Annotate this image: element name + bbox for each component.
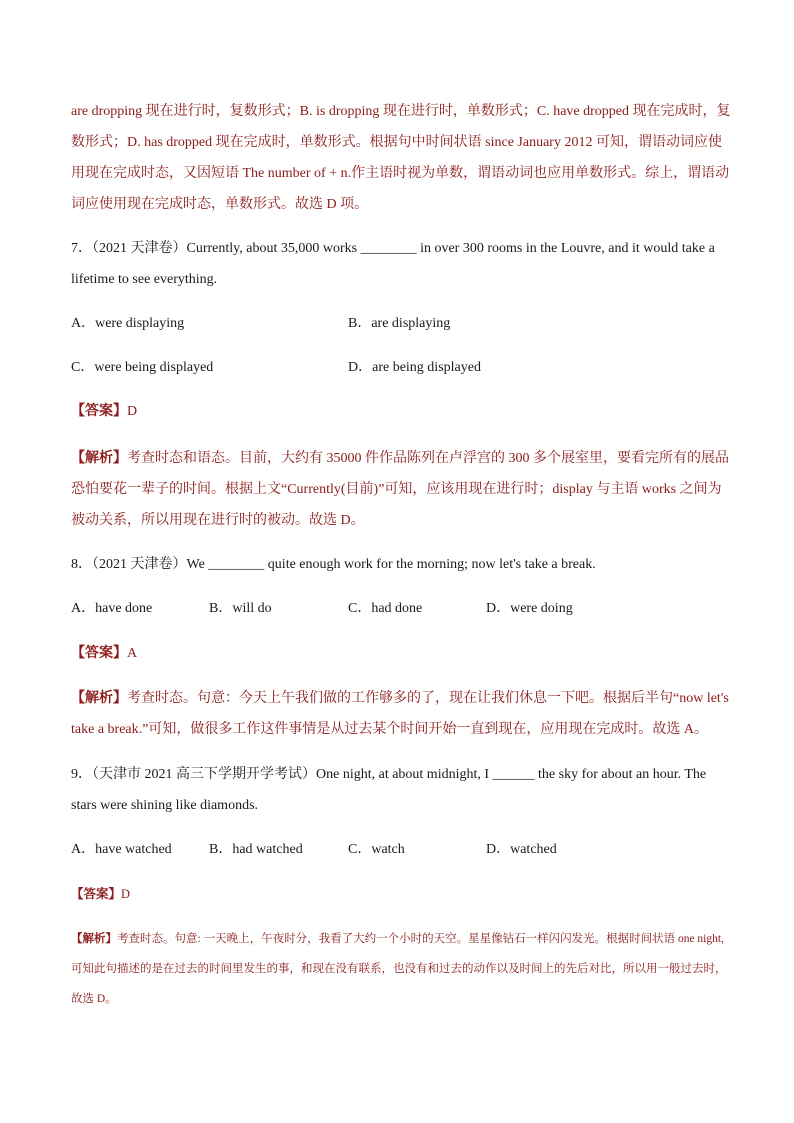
q9-option-a: A．have watched (71, 842, 172, 857)
q7-answer-label: 【答案】 (71, 404, 127, 419)
q8-answer (71, 644, 137, 664)
question-9-text: 9．（天津市 2021 高三下学期开学考试）One night, at about midnight, I ______ the sky for about an hour. The stars were shining like diamonds. (71, 767, 707, 813)
q8-option-b: B．will do (209, 601, 272, 616)
q9-analysis (71, 924, 731, 1014)
q8-answer-label: 【答案】 (71, 646, 127, 661)
q8-option-a: A．have done (71, 601, 153, 616)
q7-option-c: C．were being displayed (71, 360, 214, 375)
explanation-6-continued: are dropping 现在进行时，复数形式；B. is dropping 现在进行时，单数形式；C. have dropped 现在完成时，复数形式；D. has dropped 现在完成时，单数形式。根据句中时间状语 since January 2012 可知，谓语动词应使用现在完成时态，又因短语 The number of + n.作主语时视为单数，谓语动词也应用单数形式。综上，谓语动词应使用现在完成时态，单数形式。故选 D 项。 (71, 104, 731, 212)
q9-analysis-label: 【解析】 (71, 933, 117, 945)
q8-answer-value: A (127, 646, 138, 661)
q8-option-c: C．had done (348, 601, 423, 616)
q7-answer-value: D (127, 404, 138, 419)
q7-analysis-label: 【解析】 (71, 451, 127, 466)
q8-option-d: D．were doing (486, 601, 573, 616)
q9-answer (71, 884, 130, 904)
q8-analysis-text: 考查时态。句意：今天上午我们做的工作够多的了，现在让我们休息一下吧。根据后半句“now let's take a break.”可知，做很多工作这件事情是从过去某个时间开始一直到现在，应用现在完成时。故选 A。 (71, 691, 729, 737)
q9-analysis-text: 考查时态。句意: 一天晚上，午夜时分，我看了大约一个小时的天空。星星像钻石一样闪闪发光。根据时间状语 one night, 可知此句描述的是在过去的时间里发生的事，和现在没有联系，也没有和过去的动作以及时间上的先后对比，所以用一般过去时，故选 D。 (71, 933, 727, 1005)
q7-option-d: D．are being displayed (348, 360, 481, 375)
q7-analysis (71, 443, 731, 536)
q9-option-d: D．watched (486, 842, 557, 857)
q9-option-c: C．watch (348, 842, 405, 857)
question-8-text: 8．（2021 天津卷）We ________ quite enough work for the morning; now let's take a break. (71, 557, 596, 572)
q7-option-a: A．were displaying (71, 316, 185, 331)
q7-answer (71, 402, 137, 422)
document-page (71, 0, 731, 1123)
q9-answer-label: 【答案】 (71, 887, 122, 901)
q7-option-b: B．are displaying (348, 316, 451, 331)
q7-analysis-text: 考查时态和语态。目前，大约有 35000 件作品陈列在卢浮宫的 300 多个展室里，要看完所有的展品恐怕要花一辈子的时间。根据上文“Currently(目前)”可知，应该用现在进行时；display 与主语 works 之间为被动关系，所以用现在进行时的被动。故选 D。 (71, 451, 729, 528)
q8-analysis-label: 【解析】 (71, 691, 127, 706)
q9-answer-value: D (121, 887, 131, 901)
q8-analysis (71, 683, 731, 745)
question-7-text: 7．（2021 天津卷）Currently, about 35,000 works ________ in over 300 rooms in the Louvre, and it would take a lifetime to see everything. (71, 241, 715, 287)
q9-option-b: B．had watched (209, 842, 303, 857)
